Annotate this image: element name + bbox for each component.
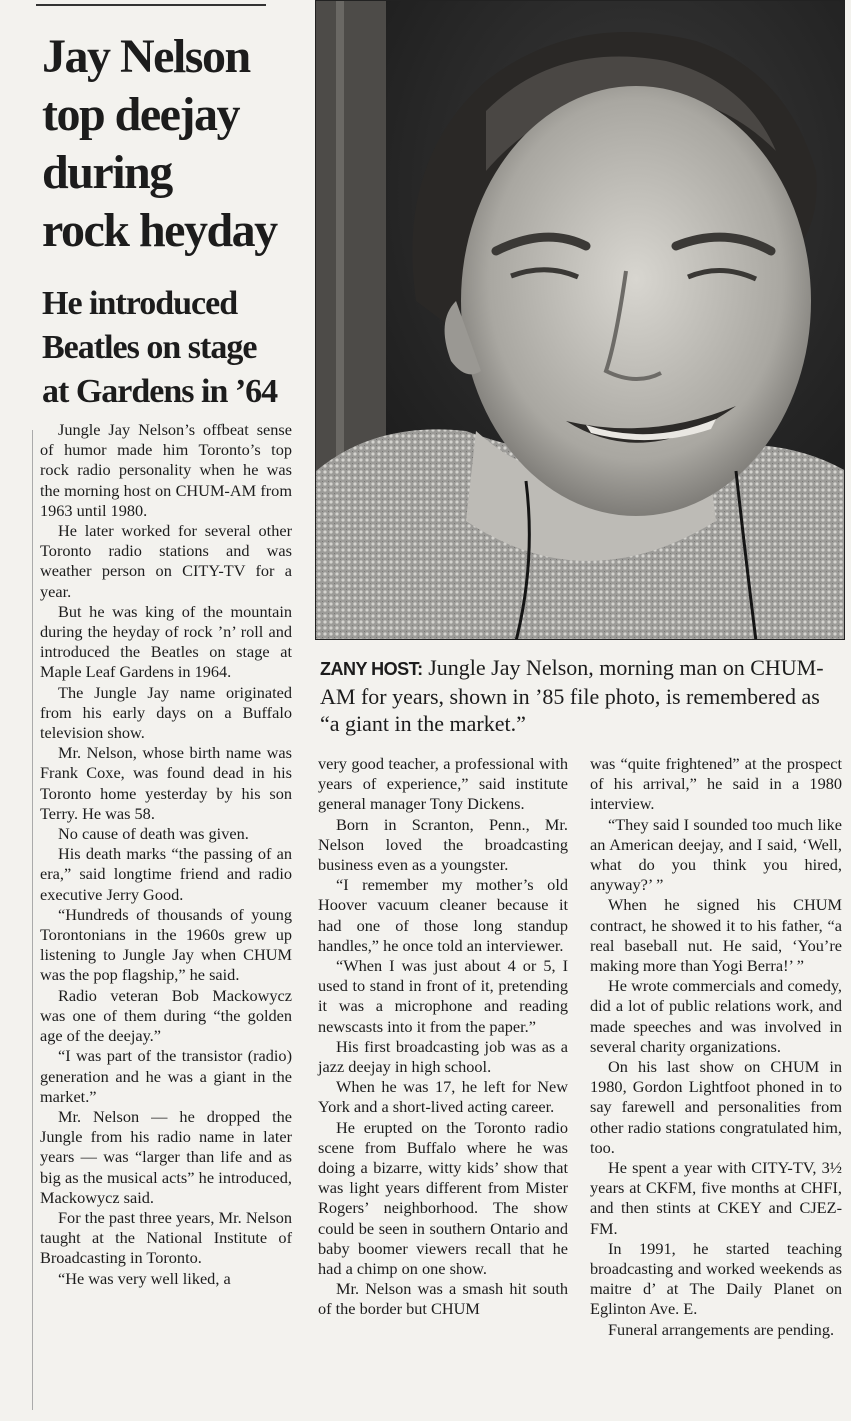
article-column-1 (40, 420, 292, 1289)
article-column-2 (318, 754, 568, 1320)
paragraph: “They said I sounded too much like an American deejay, and I said, ‘Well, what do you think you hired, anyway?’ ” (590, 814, 842, 895)
subheadline (42, 282, 302, 414)
subheadline-line: Beatles on stage (42, 329, 257, 366)
paragraph: His first broadcasting job was as a jazz deejay in high school. (318, 1036, 568, 1077)
headline-line: during (42, 146, 172, 199)
paragraph: When he was 17, he left for New York and a short-lived acting career. (318, 1077, 568, 1117)
paragraph: Radio veteran Bob Mackowycz was one of them during “the golden age of the deejay.” (40, 985, 292, 1046)
subheadline-line: at Gardens in ’64 (42, 373, 278, 410)
headline (42, 28, 302, 260)
caption-lead: ZANY HOST: (320, 659, 423, 679)
paragraph: “When I was just about 4 or 5, I used to stand in front of it, pretending it was a microphone and reading newscasts into it from the paper.” (318, 956, 568, 1036)
portrait-photo (315, 0, 845, 640)
paragraph: “He was very well liked, a (58, 1268, 231, 1288)
paragraph: When he signed his CHUM contract, he showed it to his father, “a real baseball nut. He said, ‘You’re making more than Yogi Berra!’ ” (590, 895, 842, 976)
top-rule (36, 4, 266, 6)
headline-line: rock heyday (42, 204, 277, 257)
paragraph: “I remember my mother’s old Hoover vacuum cleaner because it had one of those long standup handles,” he once told an interviewer. (318, 875, 568, 955)
paragraph: Mr. Nelson was a smash hit south of the border but CHUM (318, 1279, 568, 1319)
paragraph: The Jungle Jay name originated from his early days on a Buffalo television show. (40, 682, 292, 743)
portrait-illustration (316, 1, 845, 640)
paragraph: He later worked for several other Toronto radio stations and was weather person on CITY-TV for a year. (40, 521, 292, 601)
paragraph: In 1991, he started teaching broadcasting and worked weekends as maitre d’ at The Daily Planet on Eglinton Ave. E. (590, 1238, 842, 1319)
paragraph: Funeral arrangements are pending. (608, 1319, 835, 1339)
paragraph: “I was part of the transistor (radio) generation and he was a giant in the market.” (40, 1046, 292, 1106)
headline-line: Jay Nelson (42, 30, 250, 83)
paragraph: “Hundreds of thousands of young Torontonians in the 1960s grew up listening to Jungle Jay when CHUM was the pop flagship,” he said. (40, 904, 292, 985)
photo-caption (320, 654, 842, 737)
paragraph: No cause of death was given. (58, 824, 249, 844)
article-column-3 (590, 754, 842, 1340)
paragraph: Mr. Nelson — he dropped the Jungle from his radio name in later years — was “larger than life and as big as the musical acts” he introduced, Mackowycz said. (40, 1106, 292, 1207)
headline-line: top deejay (42, 88, 239, 141)
paragraph: He erupted on the Toronto radio scene from Buffalo where he was doing a bizarre, witty kids’ show that was light years different from Mister Rogers’ neighborhood. The show could be seen in southern Ontario and baby boomer viewers recall that he had a chimp on one show. (318, 1117, 568, 1279)
column-rule (32, 430, 33, 1410)
paragraph: But he was king of the mountain during the heyday of rock ’n’ roll and introduced the Beatles on stage at Maple Leaf Gardens in 1964. (40, 601, 292, 682)
paragraph: He spent a year with CITY-TV, 3½ years at CKFM, five months at CHFI, and then stints at CKEY and CJEZ-FM. (590, 1158, 842, 1238)
paragraph: His death marks “the passing of an era,” said longtime friend and radio executive Jerry Good. (40, 844, 292, 904)
paragraph: He wrote commercials and comedy, did a lot of public relations work, and made speeches and was involved in several charity organizations. (590, 976, 842, 1056)
caption-text: Jungle Jay Nelson, morning man on CHUM-AM for years, shown in ’85 file photo, is remembered as “a giant in the market.” (320, 655, 824, 736)
paragraph: Mr. Nelson, whose birth name was Frank Coxe, was found dead in his Toronto home yesterday by his son Terry. He was 58. (40, 743, 292, 823)
subheadline-line: He introduced (42, 285, 238, 322)
paragraph-continued: was “quite frightened” at the prospect of his arrival,” he said in a 1980 interview. (590, 754, 842, 814)
paragraph: For the past three years, Mr. Nelson taught at the National Institute of Broadcasting in Toronto. (40, 1207, 292, 1268)
paragraph: Jungle Jay Nelson’s offbeat sense of humor made him Toronto’s top rock radio personality when he was the morning host on CHUM-AM from 1963 until 1980. (40, 420, 292, 520)
paragraph-continued: very good teacher, a professional with years of experience,” said institute general manager Tony Dickens. (318, 754, 568, 814)
paragraph: On his last show on CHUM in 1980, Gordon Lightfoot phoned in to say farewell and personalities from other radio stations congratulated him, too. (590, 1057, 842, 1157)
paragraph: Born in Scranton, Penn., Mr. Nelson loved the broadcasting business even as a youngster. (318, 814, 568, 875)
